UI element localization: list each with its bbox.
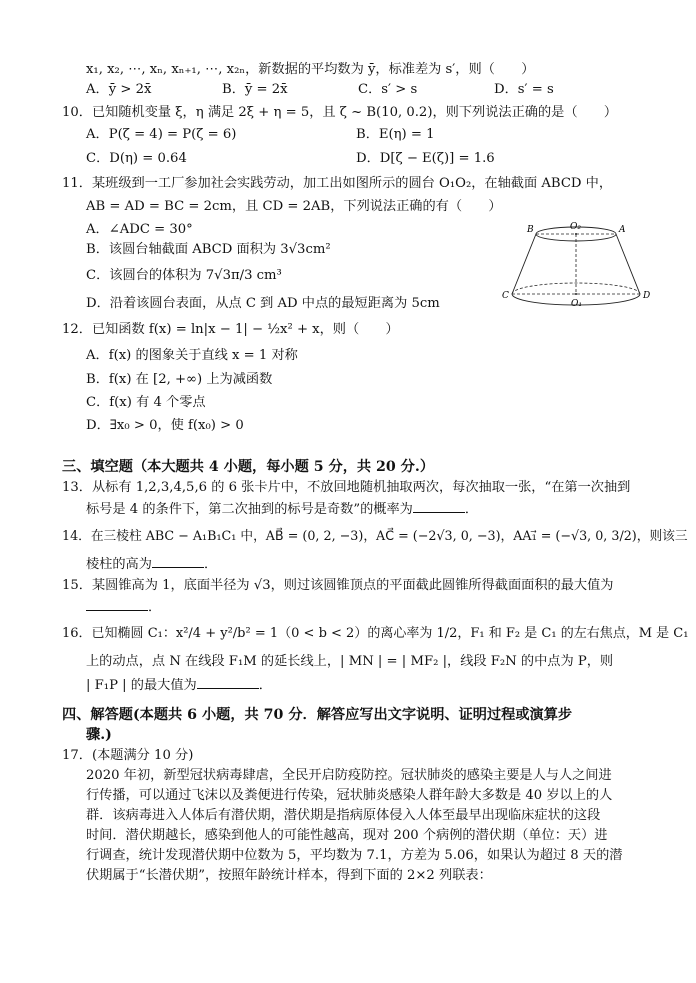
q12-option-a: A．f(x) 的图象关于直线 x = 1 对称	[86, 348, 298, 363]
q11-option-b: B．该圆台轴截面 ABCD 面积为 3√3cm²	[86, 242, 331, 257]
q10-option-a: A．P(ζ = 4) = P(ζ = 6)	[86, 127, 237, 142]
q11-stem: 11．某班级到一工厂参加社会实践劳动，加工出如图所示的圆台 O₁O₂，在轴截面 ABCD 中，	[62, 176, 613, 191]
q15-answer-blank[interactable]	[86, 596, 148, 611]
q17-line-1: 2020 年初，新型冠状病毒肆虐，全民开启防疫防控。冠状肺炎的感染主要是人与人之间进	[86, 768, 612, 783]
q17-line-4: 时间．潜伏期越长，感染到他人的可能性越高，现对 200 个病例的潜伏期（单位：天）进	[86, 828, 608, 843]
label-a: A	[619, 225, 626, 235]
section-4-title-continued: 骤.)	[86, 727, 112, 743]
q11-option-c: C．该圆台的体积为 7√3π/3 cm³	[86, 268, 282, 283]
q17-line-2: 行传播，可以通过飞沫以及粪便进行传染，冠状肺炎感染人群年龄大多数是 40 岁以上的人	[86, 788, 613, 803]
q14-line-1: 14．在三棱柱 ABC − A₁B₁C₁ 中，AB⃗ = (0, 2, −3)，AC⃗ = (−2√3, 0, −3)，AA₁⃗ = (−√3, 0, 3/2)，则该三	[62, 529, 688, 544]
q13-line-2-text: 标号是 4 的条件下，第二次抽到的标号是奇数”的概率为	[86, 502, 413, 517]
q16-line-3-text: | F₁P | 的最大值为	[86, 678, 197, 693]
edge-ad	[616, 234, 640, 294]
point-o2	[575, 233, 577, 235]
q13-line-1: 13．从标有 1,2,3,4,5,6 的 6 张卡片中，不放回地随机抽取两次，每次抽取一张，“在第一次抽到	[62, 480, 631, 495]
label-c: C	[502, 291, 509, 301]
q17-line-6: 伏期属于“长潜伏期”，按照年龄统计样本，得到下面的 2×2 列联表：	[86, 868, 492, 883]
q14-line-2-text: 棱柱的高为	[86, 557, 152, 572]
q17-head: 17．(本题满分 10 分)	[62, 748, 194, 763]
q10-option-d: D．D[ζ − E(ζ)] = 1.6	[356, 151, 495, 166]
frustum-figure	[500, 220, 652, 314]
q17-line-5: 行调查，统计发现潜伏期中位数为 5，平均数为 7.1，方差为 5.06，如果认为超过 8 天的潜	[86, 848, 623, 863]
q9-option-a: A．ȳ > 2x̄	[86, 82, 152, 97]
q13-line-2: 标号是 4 的条件下，第二次抽到的标号是奇数”的概率为 ．	[86, 498, 478, 520]
q11-option-a: A．∠ADC = 30°	[86, 222, 193, 237]
q9-option-c: C．s′ > s	[358, 82, 418, 97]
q12-option-c: C．f(x) 有 4 个零点	[86, 395, 206, 410]
edge-bc	[512, 234, 536, 294]
section-3-title: 三、填空题（本大题共 4 小题，每小题 5 分，共 20 分.）	[62, 459, 435, 475]
q10-stem: 10．已知随机变量 ξ，η 满足 2ξ + η = 5，且 ζ ~ B(10, 0.2)，则下列说法正确的是（ ）	[62, 105, 618, 120]
q14-line-2: 棱柱的高为 ．	[86, 553, 217, 575]
point-o1	[575, 293, 577, 295]
q15-line-2: ．	[86, 596, 161, 618]
q12-stem: 12．已知函数 f(x) = ln|x − 1| − ½x² + x，则（ ）	[62, 322, 399, 337]
q11-stem-continued: AB = AD = BC = 2cm，且 CD = 2AB，下列说法正确的有（ ）	[86, 199, 502, 214]
label-o2: O₂	[570, 222, 581, 232]
q9-option-d: D．s′ = s	[494, 82, 554, 97]
q16-answer-blank[interactable]	[197, 674, 259, 689]
q15-line-1: 15．某圆锥高为 1，底面半径为 √3，则过该圆锥顶点的平面截此圆锥所得截面面积的最大值为	[62, 578, 614, 593]
q14-answer-blank[interactable]	[152, 553, 204, 568]
q16-line-2: 上的动点，点 N 在线段 F₁M 的延长线上，| MN | = | MF₂ |，线段 F₂N 的中点为 P，则	[86, 654, 614, 669]
q17-line-3: 群．该病毒进入人体后有潜伏期，潜伏期是指病原体侵入人体至最早出现临床症状的这段	[86, 808, 601, 823]
label-d: D	[643, 291, 651, 301]
q11-option-d: D．沿着该圆台表面，从点 C 到 AD 中点的最短距离为 5cm	[86, 296, 440, 311]
q10-option-b: B．E(η) = 1	[356, 127, 435, 142]
section-4-title: 四、解答题(本题共 6 小题，共 70 分．解答应写出文字说明、证明过程或演算步	[62, 707, 573, 723]
q10-option-c: C．D(η) = 0.64	[86, 151, 187, 166]
q13-answer-blank[interactable]	[413, 498, 465, 513]
question-9-continuation: x₁, x₂, ⋯, xₙ, xₙ₊₁, ⋯, x₂ₙ，新数据的平均数为 ȳ，标准差为 s′，则（ ）	[86, 62, 535, 77]
q16-line-1: 16．已知椭圆 C₁：x²/4 + y²/b² = 1（0 < b < 2）的离心率为 1/2，F₁ 和 F₂ 是 C₁ 的左右焦点，M 是 C₁	[62, 626, 689, 641]
q16-line-3: | F₁P | 的最大值为 ．	[86, 674, 272, 696]
q12-option-b: B．f(x) 在 [2, +∞) 上为减函数	[86, 372, 273, 387]
label-b: B	[527, 225, 534, 235]
label-o1: O₁	[571, 299, 582, 309]
q12-option-d: D．∃x₀ > 0，使 f(x₀) > 0	[86, 418, 244, 433]
q9-option-b: B．ȳ = 2x̄	[222, 82, 288, 97]
